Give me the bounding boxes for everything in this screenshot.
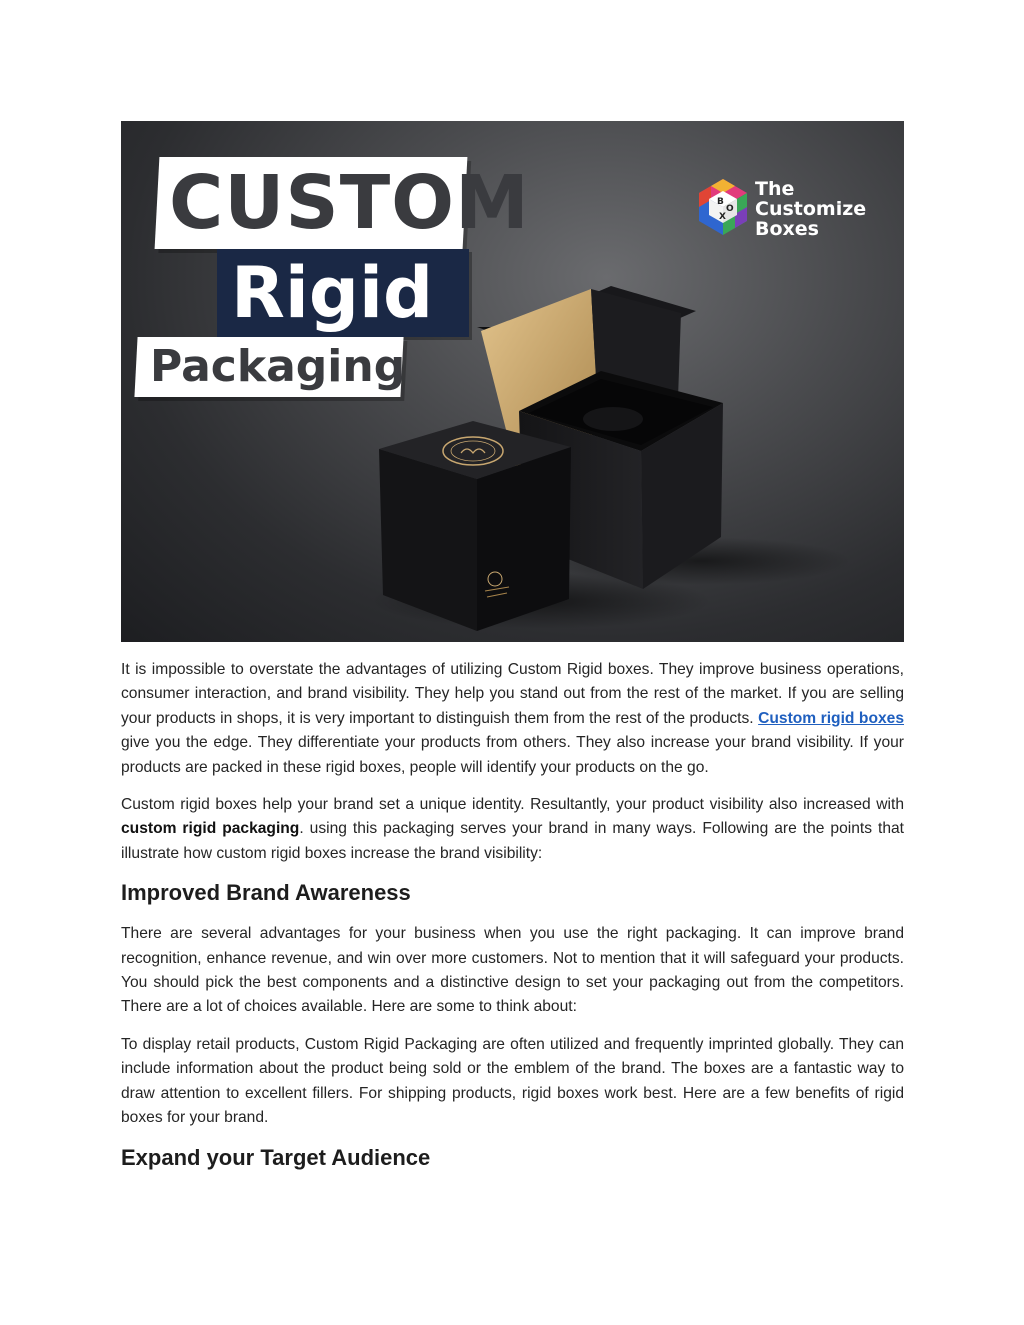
hero-banner-image <box>121 121 904 642</box>
custom-rigid-boxes-link[interactable]: Custom rigid boxes <box>758 709 905 727</box>
brand-name-line3: Boxes <box>755 218 819 240</box>
paragraph-identity <box>121 793 904 866</box>
title-card-custom <box>155 157 530 249</box>
paragraph-intro-part2: give you the edge. They differentiate your products from others. They also increase your brand visibility. If your products are packed in these rigid boxes, people will identify your products on the go. <box>121 734 904 776</box>
heading-expand-target-audience: Expand your Target Audience <box>121 1144 431 1170</box>
cube-logo-icon <box>695 177 751 239</box>
title-rigid-text: Rigid <box>231 252 434 334</box>
heading-improved-brand-awareness: Improved Brand Awareness <box>121 880 411 906</box>
title-custom-text: CUSTOM <box>169 160 530 246</box>
brand-name-line2: Customize <box>755 198 867 220</box>
paragraph-retail-display: To display retail products, Custom Rigid Packaging are often utilized and frequently imprinted globally. They can include information about the product being sold or the emblem of the brand. The boxes are a fantastic way to draw attention to excellent fillers. For shipping products, rigid boxes work best. Here are a few benefits of rigid boxes for your brand. <box>121 1035 904 1127</box>
title-card-rigid <box>217 249 469 337</box>
custom-rigid-packaging-bold: custom rigid packaging <box>121 820 300 838</box>
brand-logo <box>695 177 865 247</box>
cube-letter-o: O <box>726 204 734 214</box>
title-packaging-text: Packaging <box>150 341 406 392</box>
article-body <box>121 658 904 1187</box>
brand-name <box>755 179 865 239</box>
brand-name-line1: The <box>755 178 795 200</box>
cube-letter-b: B <box>717 197 724 207</box>
paragraph-identity-part1: Custom rigid boxes help your brand set a unique identity. Resultantly, your product visibility also increased with <box>121 796 904 814</box>
title-card-packaging <box>134 337 406 397</box>
paragraph-identity-part2: . using this packaging serves your brand in many ways. Following are the points that illustrate how custom rigid boxes increase the brand visibility: <box>121 820 904 862</box>
paragraph-intro-part1: It is impossible to overstate the advantages of utilizing Custom Rigid boxes. They improve business operations, consumer interaction, and brand visibility. They help you stand out from the rest of the market. If you are selling your products in shops, it is very important to distinguish them from the rest of the products. <box>121 661 904 727</box>
paragraph-intro <box>121 658 904 780</box>
paragraph-advantages: There are several advantages for your business when you use the right packaging. It can improve brand recognition, enhance revenue, and win over more customers. Not to mention that it will safeguard your products. You should pick the best components and a distinctive design to set your packaging out from the competitors. There are a lot of choices available. Here are some to think about: <box>121 925 904 1016</box>
cube-letter-x: X <box>719 212 726 222</box>
